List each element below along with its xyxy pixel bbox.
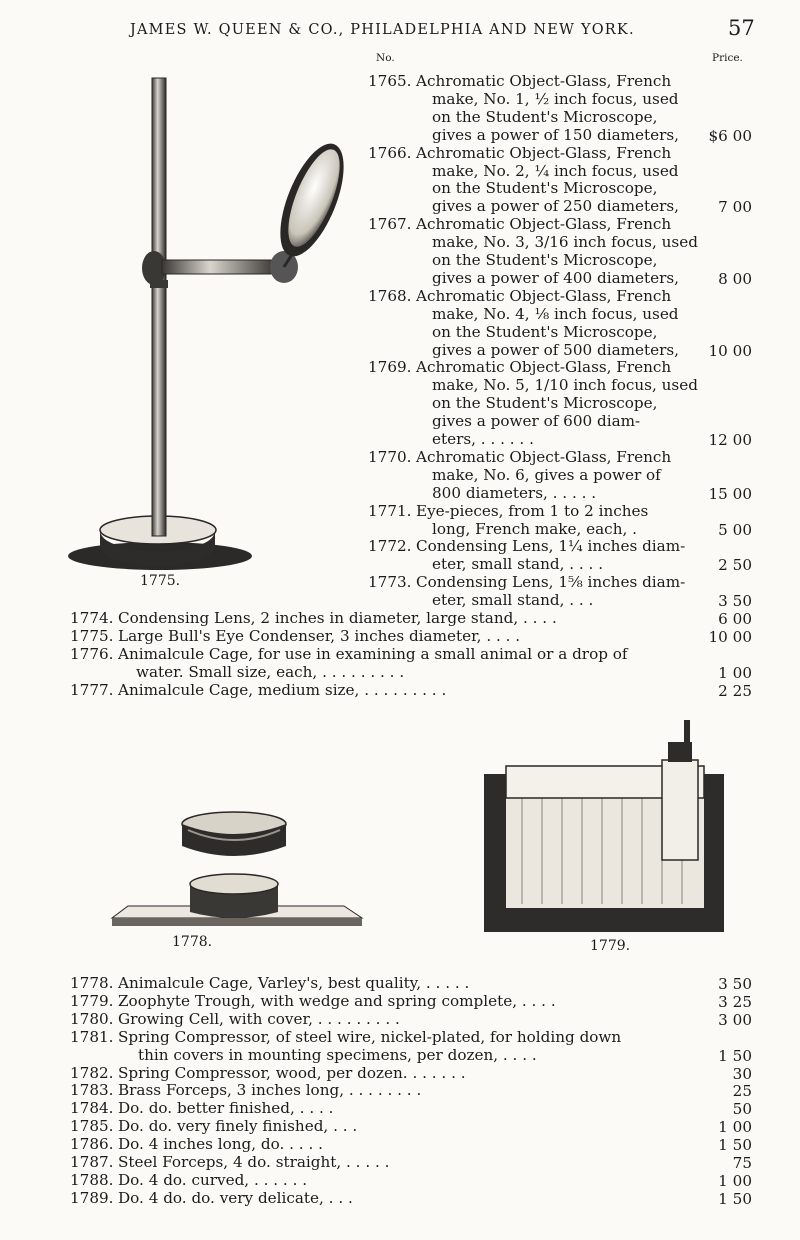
entry-price: 8 00 [718, 269, 752, 288]
entry-number: 1778. [70, 974, 114, 992]
entry-line: Spring Compressor, wood, per dozen. . . . . . . [118, 1063, 466, 1082]
entry-line: thin covers in mounting specimens, per dozen, . . . . [138, 1045, 537, 1064]
entry-line: Zoophyte Trough, with wedge and spring complete, . . . . [118, 991, 556, 1010]
entry-number: 1774. [70, 609, 114, 627]
entry-number: 1782. [70, 1063, 114, 1082]
entry-number: 1784. [70, 1099, 114, 1118]
entry-line: Large Bull's Eye Condenser, 3 inches diameter, . . . . [118, 626, 521, 645]
entry-number: 1785. [70, 1117, 114, 1136]
entry-number: 1766. [368, 143, 412, 162]
entry-number: 1769. [368, 358, 412, 377]
entry-line: Eye-pieces, from 1 to 2 inches [416, 501, 649, 520]
entry-number: 1770. [368, 447, 412, 466]
entry-line: Do. 4 do. curved, . . . . . . [118, 1170, 308, 1189]
column-header-price: Price. [712, 52, 743, 64]
entry-price: 10 00 [708, 627, 752, 646]
entry-number: 1773. [368, 573, 412, 592]
entry-number: 1783. [70, 1081, 114, 1100]
entry-line: Animalcule Cage, medium size, . . . . . . . . . [118, 680, 447, 699]
entry-line: long, French make, each, . [432, 519, 637, 538]
entry-number: 1772. [368, 537, 412, 556]
entry-line: eter, small stand, . . . [432, 591, 594, 610]
page-header: JAMES W. QUEEN & CO., PHILADELPHIA AND NEW YORK. [130, 22, 635, 38]
figure-caption-1779: 1779. [590, 938, 631, 954]
entry-price: 1 50 [718, 1189, 752, 1208]
entry-line: on the Student's Microscope, [432, 322, 658, 341]
entry-number: 1775. [70, 626, 114, 645]
bulls-eye-condenser-illustration [60, 70, 360, 580]
entry-price: $6 00 [708, 126, 752, 145]
entry-line: Do. 4 do. do. very delicate, . . . [118, 1188, 353, 1207]
entry-line: eter, small stand, . . . . [432, 555, 604, 574]
entry-line: gives a power of 150 diameters, [432, 125, 679, 144]
entry-number: 1777. [70, 680, 114, 699]
entry-line: 800 diameters, . . . . . [432, 483, 597, 502]
page-number: 57 [728, 16, 755, 40]
entry-line: gives a power of 600 diam- [432, 412, 641, 431]
entry-line: Condensing Lens, 1¼ inches diam- [416, 537, 686, 556]
entry-number: 1788. [70, 1170, 114, 1189]
entry-line: make, No. 1, ½ inch focus, used [432, 89, 679, 108]
entry-line: Achromatic Object-Glass, French [416, 358, 672, 377]
entry-line: gives a power of 400 diameters, [432, 268, 679, 287]
entry-price: 3 00 [718, 1010, 752, 1029]
entry-number: 1780. [70, 1009, 114, 1028]
entry-price: 6 00 [718, 610, 752, 628]
entry-number: 1767. [368, 215, 412, 234]
entry-line: make, No. 3, 3/16 inch focus, used [432, 233, 698, 252]
figure-caption-1778: 1778. [172, 934, 213, 950]
entry-line: make, No. 4, ⅛ inch focus, used [432, 304, 679, 323]
entry-price: 1 50 [718, 1046, 752, 1065]
entry-price: 75 [732, 1154, 752, 1172]
entry-price: 10 00 [708, 341, 752, 360]
entry-line: Do. do. better finished, . . . . [118, 1099, 334, 1118]
entry-line: Condensing Lens, 1⅝ inches diam- [416, 573, 686, 592]
entry-price: 25 [732, 1082, 752, 1101]
column-header-no: No. [376, 52, 395, 64]
entry-price: 2 25 [718, 681, 752, 700]
entry-line: gives a power of 500 diameters, [432, 340, 679, 359]
entry-line: Animalcule Cage, for use in examining a small animal or a drop of [118, 644, 628, 663]
entry-number: 1765. [368, 72, 412, 90]
entry-price: 12 00 [708, 431, 752, 449]
entry-line: Brass Forceps, 3 inches long, . . . . . . . . [118, 1081, 422, 1100]
entry-line: Condensing Lens, 2 inches in diameter, large stand, . . . . [118, 609, 557, 627]
entry-number: 1776. [70, 644, 114, 663]
entry-line: make, No. 2, ¼ inch focus, used [432, 161, 679, 180]
entry-line: Achromatic Object-Glass, French [416, 72, 672, 90]
entry-price: 5 00 [718, 520, 752, 539]
entry-line: Steel Forceps, 4 do. straight, . . . . . [118, 1153, 390, 1171]
zoophyte-trough-illustration [482, 718, 726, 934]
entry-line: on the Student's Microscope, [432, 107, 658, 126]
entry-line: water. Small size, each, . . . . . . . . . [136, 662, 405, 681]
figure-caption-1775: 1775. [140, 573, 181, 589]
entry-price: 1 00 [718, 1118, 752, 1137]
entry-line: Growing Cell, with cover, . . . . . . . . . [118, 1009, 400, 1028]
entry-number: 1779. [70, 991, 114, 1010]
entry-line: Achromatic Object-Glass, French [416, 447, 672, 466]
entry-price: 50 [732, 1100, 752, 1119]
entry-line: Spring Compressor, of steel wire, nickel-plated, for holding down [118, 1027, 622, 1046]
entry-price: 3 50 [718, 592, 752, 611]
entry-price: 15 00 [708, 484, 752, 503]
entry-price: 1 50 [718, 1136, 752, 1155]
entry-price: 1 00 [718, 1171, 752, 1190]
entry-line: Animalcule Cage, Varley's, best quality, . . . . . [118, 974, 470, 992]
entry-line: make, No. 6, gives a power of [432, 465, 661, 484]
entry-line: Do. 4 inches long, do. . . . . [118, 1135, 323, 1154]
entry-line: make, No. 5, 1/10 inch focus, used [432, 376, 698, 395]
entry-number: 1786. [70, 1135, 114, 1154]
entry-price: 3 25 [718, 992, 752, 1011]
entry-number: 1768. [368, 286, 412, 305]
entry-line: Achromatic Object-Glass, French [416, 215, 672, 234]
entry-line: on the Student's Microscope, [432, 251, 658, 269]
entry-number: 1771. [368, 501, 412, 520]
entry-number: 1787. [70, 1153, 114, 1171]
entry-price: 1 00 [718, 663, 752, 682]
entry-line: Achromatic Object-Glass, French [416, 143, 672, 162]
entry-number: 1789. [70, 1188, 114, 1207]
entry-price: 30 [732, 1064, 752, 1083]
entry-line: eters, . . . . . . [432, 430, 534, 448]
entry-line: Achromatic Object-Glass, French [416, 286, 672, 305]
entry-line: on the Student's Microscope, [432, 394, 658, 413]
entry-line: on the Student's Microscope, [432, 179, 658, 198]
animalcule-cage-illustration [108, 808, 364, 932]
entry-line: Do. do. very finely finished, . . . [118, 1117, 358, 1136]
entry-price: 3 50 [718, 975, 752, 993]
entry-number: 1781. [70, 1027, 114, 1046]
entry-price: 7 00 [718, 198, 752, 217]
entry-price: 2 50 [718, 556, 752, 575]
entry-line: gives a power of 250 diameters, [432, 197, 679, 216]
